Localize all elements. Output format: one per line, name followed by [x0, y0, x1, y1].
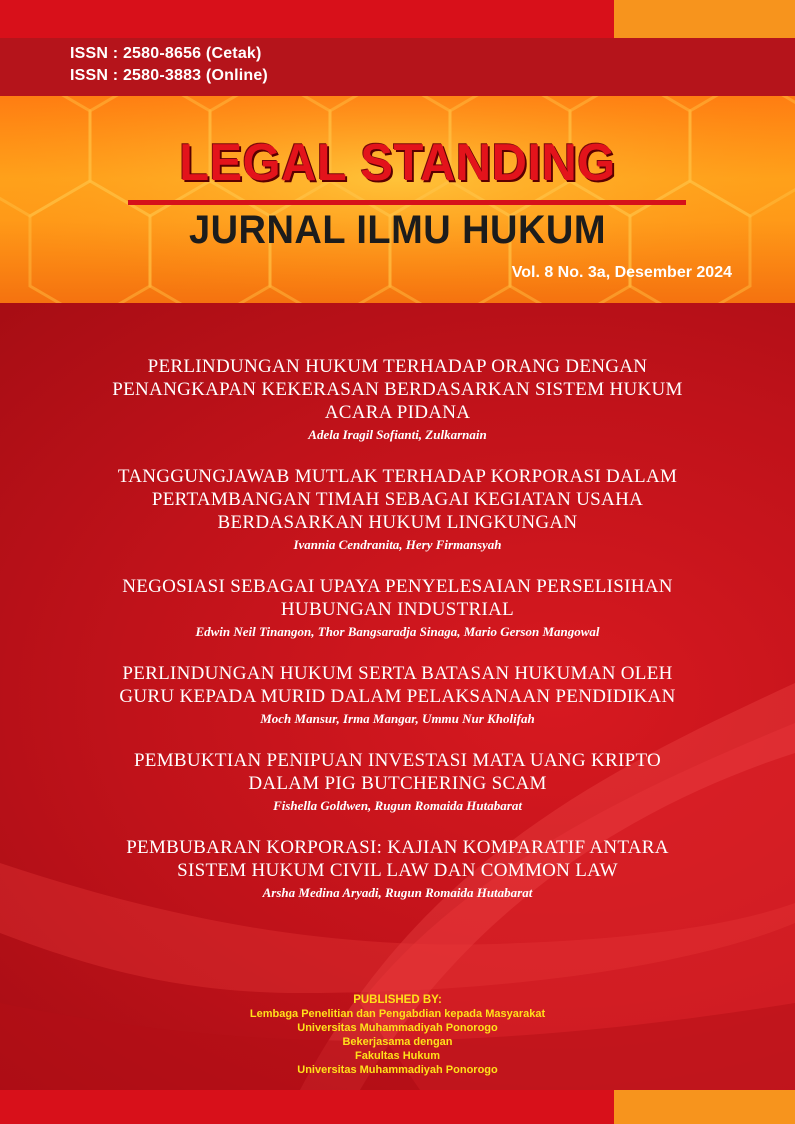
article-title-line: DALAM PIG BUTCHERING SCAM — [248, 773, 547, 794]
article-item — [0, 836, 795, 903]
publisher-line: Universitas Muhammadiyah Ponorogo — [297, 1064, 498, 1076]
article-item — [0, 465, 795, 555]
article-title-line: PERTAMBANGAN TIMAH SEBAGAI KEGIATAN USAHA — [151, 489, 644, 510]
article-authors: Adela Iragil Sofianti, Zulkarnain — [308, 427, 487, 442]
publisher-block — [0, 993, 795, 1077]
article-authors: Moch Mansur, Irma Mangar, Ummu Nur Kholifah — [260, 711, 535, 726]
bottom-orange-strip — [614, 1090, 795, 1124]
publisher-line: Bekerjasama dengan — [342, 1036, 453, 1048]
journal-subtitle: JURNAL ILMU HUKUM — [189, 208, 606, 252]
article-authors: Ivannia Cendranita, Hery Firmansyah — [293, 537, 502, 552]
article-title-line: GURU KEPADA MURID DALAM PELAKSANAAN PENDIDIKAN — [119, 686, 676, 707]
article-authors: Arsha Medina Aryadi, Rugun Romaida Hutabarat — [262, 885, 533, 900]
article-title-line: BERDASARKAN HUKUM LINGKUNGAN — [217, 512, 578, 533]
bottom-red-strip — [0, 1090, 614, 1124]
issn-print: ISSN : 2580-8656 (Cetak) — [70, 45, 262, 62]
article-authors: Edwin Neil Tinangon, Thor Bangsaradja Sinaga, Mario Gerson Mangowal — [195, 624, 600, 639]
issn-online: ISSN : 2580-3883 (Online) — [70, 67, 268, 84]
article-item — [0, 355, 795, 445]
article-title-line: PERLINDUNGAN HUKUM TERHADAP ORANG DENGAN — [147, 356, 648, 377]
article-item — [0, 749, 795, 816]
top-red-strip — [0, 0, 614, 38]
publisher-line: Universitas Muhammadiyah Ponorogo — [297, 1022, 498, 1034]
publisher-heading: PUBLISHED BY: — [353, 994, 442, 1006]
article-title-line: HUBUNGAN INDUSTRIAL — [280, 599, 515, 620]
volume-label: Vol. 8 No. 3a, Desember 2024 — [511, 264, 732, 281]
article-title-line: PENANGKAPAN KEKERASAN BERDASARKAN SISTEM HUKUM — [112, 379, 683, 400]
article-item — [0, 575, 795, 642]
article-title-line: PEMBUKTIAN PENIPUAN INVESTASI MATA UANG KRIPTO — [133, 750, 662, 771]
article-title-line: TANGGUNGJAWAB MUTLAK TERHADAP KORPORASI DALAM — [117, 466, 678, 487]
article-authors: Fishella Goldwen, Rugun Romaida Hutabarat — [273, 798, 522, 813]
article-title-line: PEMBUBARAN KORPORASI: KAJIAN KOMPARATIF ANTARA — [126, 837, 669, 858]
article-title-line: ACARA PIDANA — [324, 402, 471, 423]
top-orange-strip — [614, 0, 795, 38]
article-title-line: SISTEM HUKUM CIVIL LAW DAN COMMON LAW — [177, 860, 618, 881]
publisher-line: Lembaga Penelitian dan Pengabdian kepada Masyarakat — [249, 1008, 546, 1020]
journal-title: LEGAL STANDING — [179, 134, 616, 192]
article-title-line: PERLINDUNGAN HUKUM SERTA BATASAN HUKUMAN OLEH — [122, 663, 673, 684]
publisher-line: Fakultas Hukum — [355, 1050, 440, 1062]
article-title-line: NEGOSIASI SEBAGAI UPAYA PENYELESAIAN PERSELISIHAN — [122, 576, 673, 597]
article-item — [0, 662, 795, 729]
article-list — [0, 355, 795, 923]
